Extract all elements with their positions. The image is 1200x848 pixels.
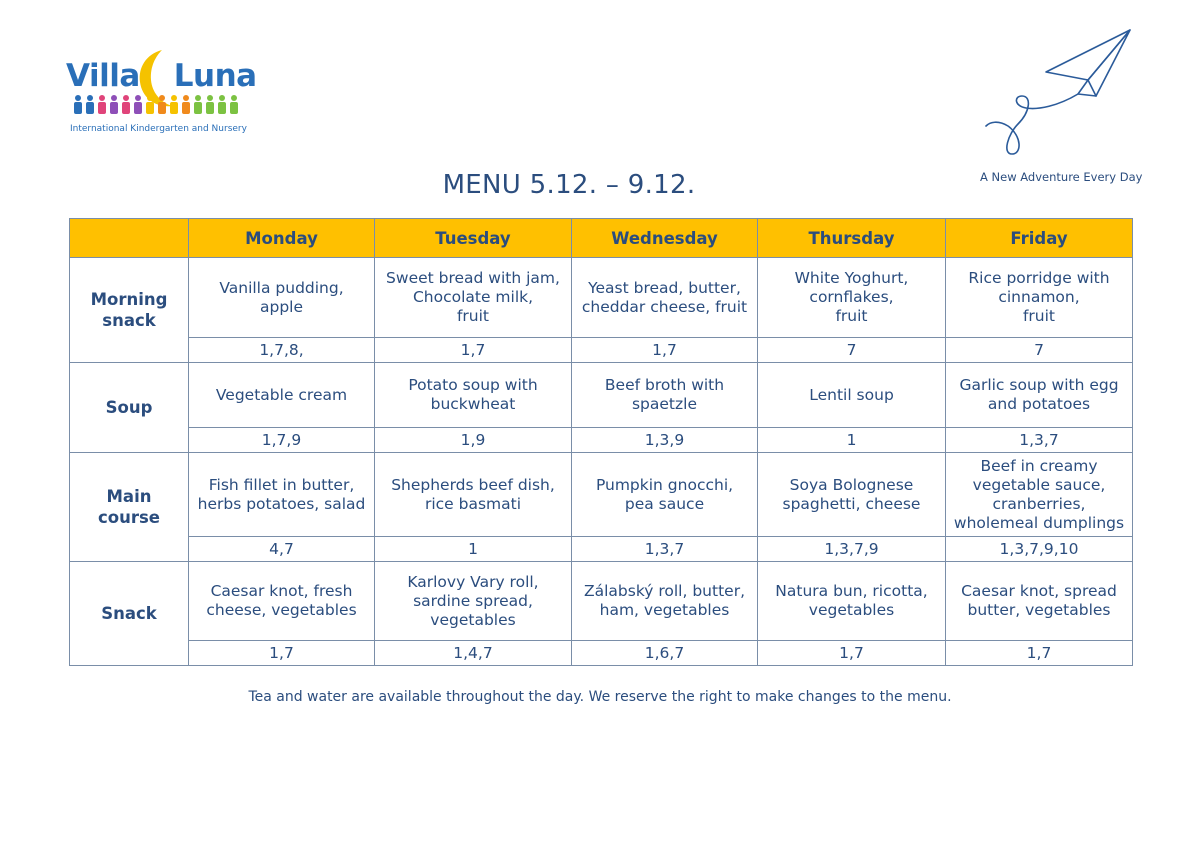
allergen-cell: 1,3,9 [572, 428, 758, 453]
meal-cell [375, 258, 572, 338]
logo-tagline: International Kindergarten and Nursery [70, 124, 247, 134]
meal-cell [572, 363, 758, 428]
day-header: Wednesday [572, 219, 758, 258]
logo-title-left: Villa [66, 58, 140, 94]
meal-line: Lentil soup [809, 385, 894, 404]
allergen-cell: 4,7 [189, 537, 375, 562]
meal-line: Vanilla pudding, [219, 278, 344, 297]
allergen-cell: 1,3,7 [572, 537, 758, 562]
meal-line: Vegetable cream [215, 385, 348, 404]
paper-plane-icon [978, 26, 1138, 162]
meal-cell [572, 562, 758, 641]
meal-cell [572, 258, 758, 338]
meal-line: Beef broth with [604, 376, 725, 394]
row-label-main-course [70, 453, 189, 562]
meal-line: vegetables [808, 601, 895, 619]
label-line: Morning [90, 290, 168, 309]
meal-line: cornflakes, [809, 288, 894, 306]
meal-line: buckwheat [430, 395, 516, 413]
villa-luna-logo [66, 44, 257, 140]
meal-line: wholemeal dumplings [953, 513, 1125, 532]
meal-cell [572, 453, 758, 537]
meal-cell [189, 258, 375, 338]
meal-cell [375, 363, 572, 428]
meal-cell [758, 363, 946, 428]
meal-line: herbs potatoes, salad [197, 494, 366, 513]
meal-line: rice basmati [424, 494, 522, 513]
meal-cell [946, 258, 1133, 338]
allergen-cell: 1 [375, 537, 572, 562]
meal-line: fruit [456, 307, 490, 325]
meal-line: Natura bun, ricotta, [775, 582, 928, 600]
allergen-row-main-course [70, 537, 1133, 562]
meal-line: spaetzle [631, 395, 697, 413]
allergen-cell: 7 [758, 338, 946, 363]
allergen-cell: 1,7 [946, 641, 1133, 666]
allergen-cell: 7 [946, 338, 1133, 363]
allergen-cell: 1,7 [375, 338, 572, 363]
meal-cell [758, 562, 946, 641]
meal-line: Caesar knot, fresh [210, 582, 353, 600]
meal-line: Zálabský roll, butter, [584, 582, 745, 600]
meal-cell [189, 562, 375, 641]
meal-line: Beef in creamy [980, 456, 1098, 475]
meal-row-morning-snack [70, 258, 1133, 338]
meal-line: apple [259, 297, 304, 316]
meal-line: cinnamon, [998, 288, 1080, 306]
meal-line: Yeast bread, butter, [588, 278, 741, 297]
row-label-soup [70, 363, 189, 453]
children-figures-icon [72, 94, 240, 116]
slogan: A New Adventure Every Day [980, 170, 1143, 184]
meal-row-snack [70, 562, 1133, 641]
row-label-morning-snack [70, 258, 189, 363]
meal-line: cheese, vegetables [206, 601, 357, 619]
meal-row-main-course [70, 453, 1133, 537]
meal-line: fruit [835, 307, 868, 325]
meal-cell [375, 453, 572, 537]
meal-line: Chocolate milk, [412, 288, 534, 306]
allergen-cell: 1 [758, 428, 946, 453]
meal-line: Pumpkin gnocchi, [595, 475, 734, 494]
meal-cell [946, 453, 1133, 537]
meal-line: Rice porridge with [968, 269, 1110, 287]
meal-cell [946, 562, 1133, 641]
meal-line: vegetables [430, 610, 516, 629]
meal-cell [189, 363, 375, 428]
logo-title-right: Luna [173, 58, 257, 94]
meal-cell [758, 453, 946, 537]
allergen-cell: 1,3,7,9 [758, 537, 946, 562]
allergen-cell: 1,4,7 [375, 641, 572, 666]
allergen-cell: 1,3,7,9,10 [946, 537, 1133, 562]
allergen-cell: 1,7 [758, 641, 946, 666]
header-corner-cell [70, 219, 189, 258]
label-line: snack [102, 311, 156, 330]
allergen-cell: 1,7,9 [189, 428, 375, 453]
meal-line: sardine spread, [413, 591, 533, 610]
meal-line: Potato soup with [408, 376, 538, 394]
label-line: Soup [105, 398, 153, 417]
meal-line: vegetable sauce, [972, 475, 1106, 494]
row-label-snack [70, 562, 189, 666]
label-line: Main course [97, 487, 160, 527]
meal-cell [946, 363, 1133, 428]
meal-line: Sweet bread with jam, [386, 269, 560, 287]
meal-cell [189, 453, 375, 537]
allergen-cell: 1,9 [375, 428, 572, 453]
allergen-row-soup [70, 428, 1133, 453]
table-header-row [70, 219, 1133, 258]
meal-line: Fish fillet in butter, [208, 475, 355, 494]
logo-title [66, 58, 257, 94]
meal-line: ham, vegetables [599, 601, 730, 619]
meal-line: spaghetti, cheese [782, 494, 921, 513]
meal-line: cheddar cheese, fruit [581, 297, 748, 316]
meal-row-soup [70, 363, 1133, 428]
meal-line: Soya Bolognese [789, 475, 914, 494]
allergen-row-morning-snack [70, 338, 1133, 363]
day-header: Thursday [758, 219, 946, 258]
page-title: MENU 5.12. – 9.12. [442, 170, 696, 200]
allergen-cell: 1,7 [572, 338, 758, 363]
meal-line: cranberries, [992, 494, 1086, 513]
menu-table [69, 218, 1133, 666]
footer-note: Tea and water are available throughout the day. We reserve the right to make changes to the menu. [248, 689, 952, 705]
meal-line: Garlic soup with egg [959, 376, 1119, 394]
day-header: Tuesday [375, 219, 572, 258]
day-header: Friday [946, 219, 1133, 258]
allergen-cell: 1,3,7 [946, 428, 1133, 453]
meal-line: fruit [1022, 307, 1056, 325]
allergen-cell: 1,7 [189, 641, 375, 666]
day-header: Monday [189, 219, 375, 258]
meal-line: Shepherds beef dish, [391, 475, 555, 494]
allergen-cell: 1,7,8, [189, 338, 375, 363]
meal-line: White Yoghurt, [794, 269, 909, 287]
meal-line: Caesar knot, spread [961, 582, 1117, 600]
meal-cell [758, 258, 946, 338]
meal-cell [375, 562, 572, 641]
meal-line: and potatoes [987, 395, 1091, 413]
meal-line: butter, vegetables [967, 601, 1111, 619]
allergen-cell: 1,6,7 [572, 641, 758, 666]
allergen-row-snack [70, 641, 1133, 666]
meal-line: pea sauce [624, 494, 705, 513]
label-line: Snack [101, 604, 157, 623]
meal-line: Karlovy Vary roll, [407, 572, 539, 591]
